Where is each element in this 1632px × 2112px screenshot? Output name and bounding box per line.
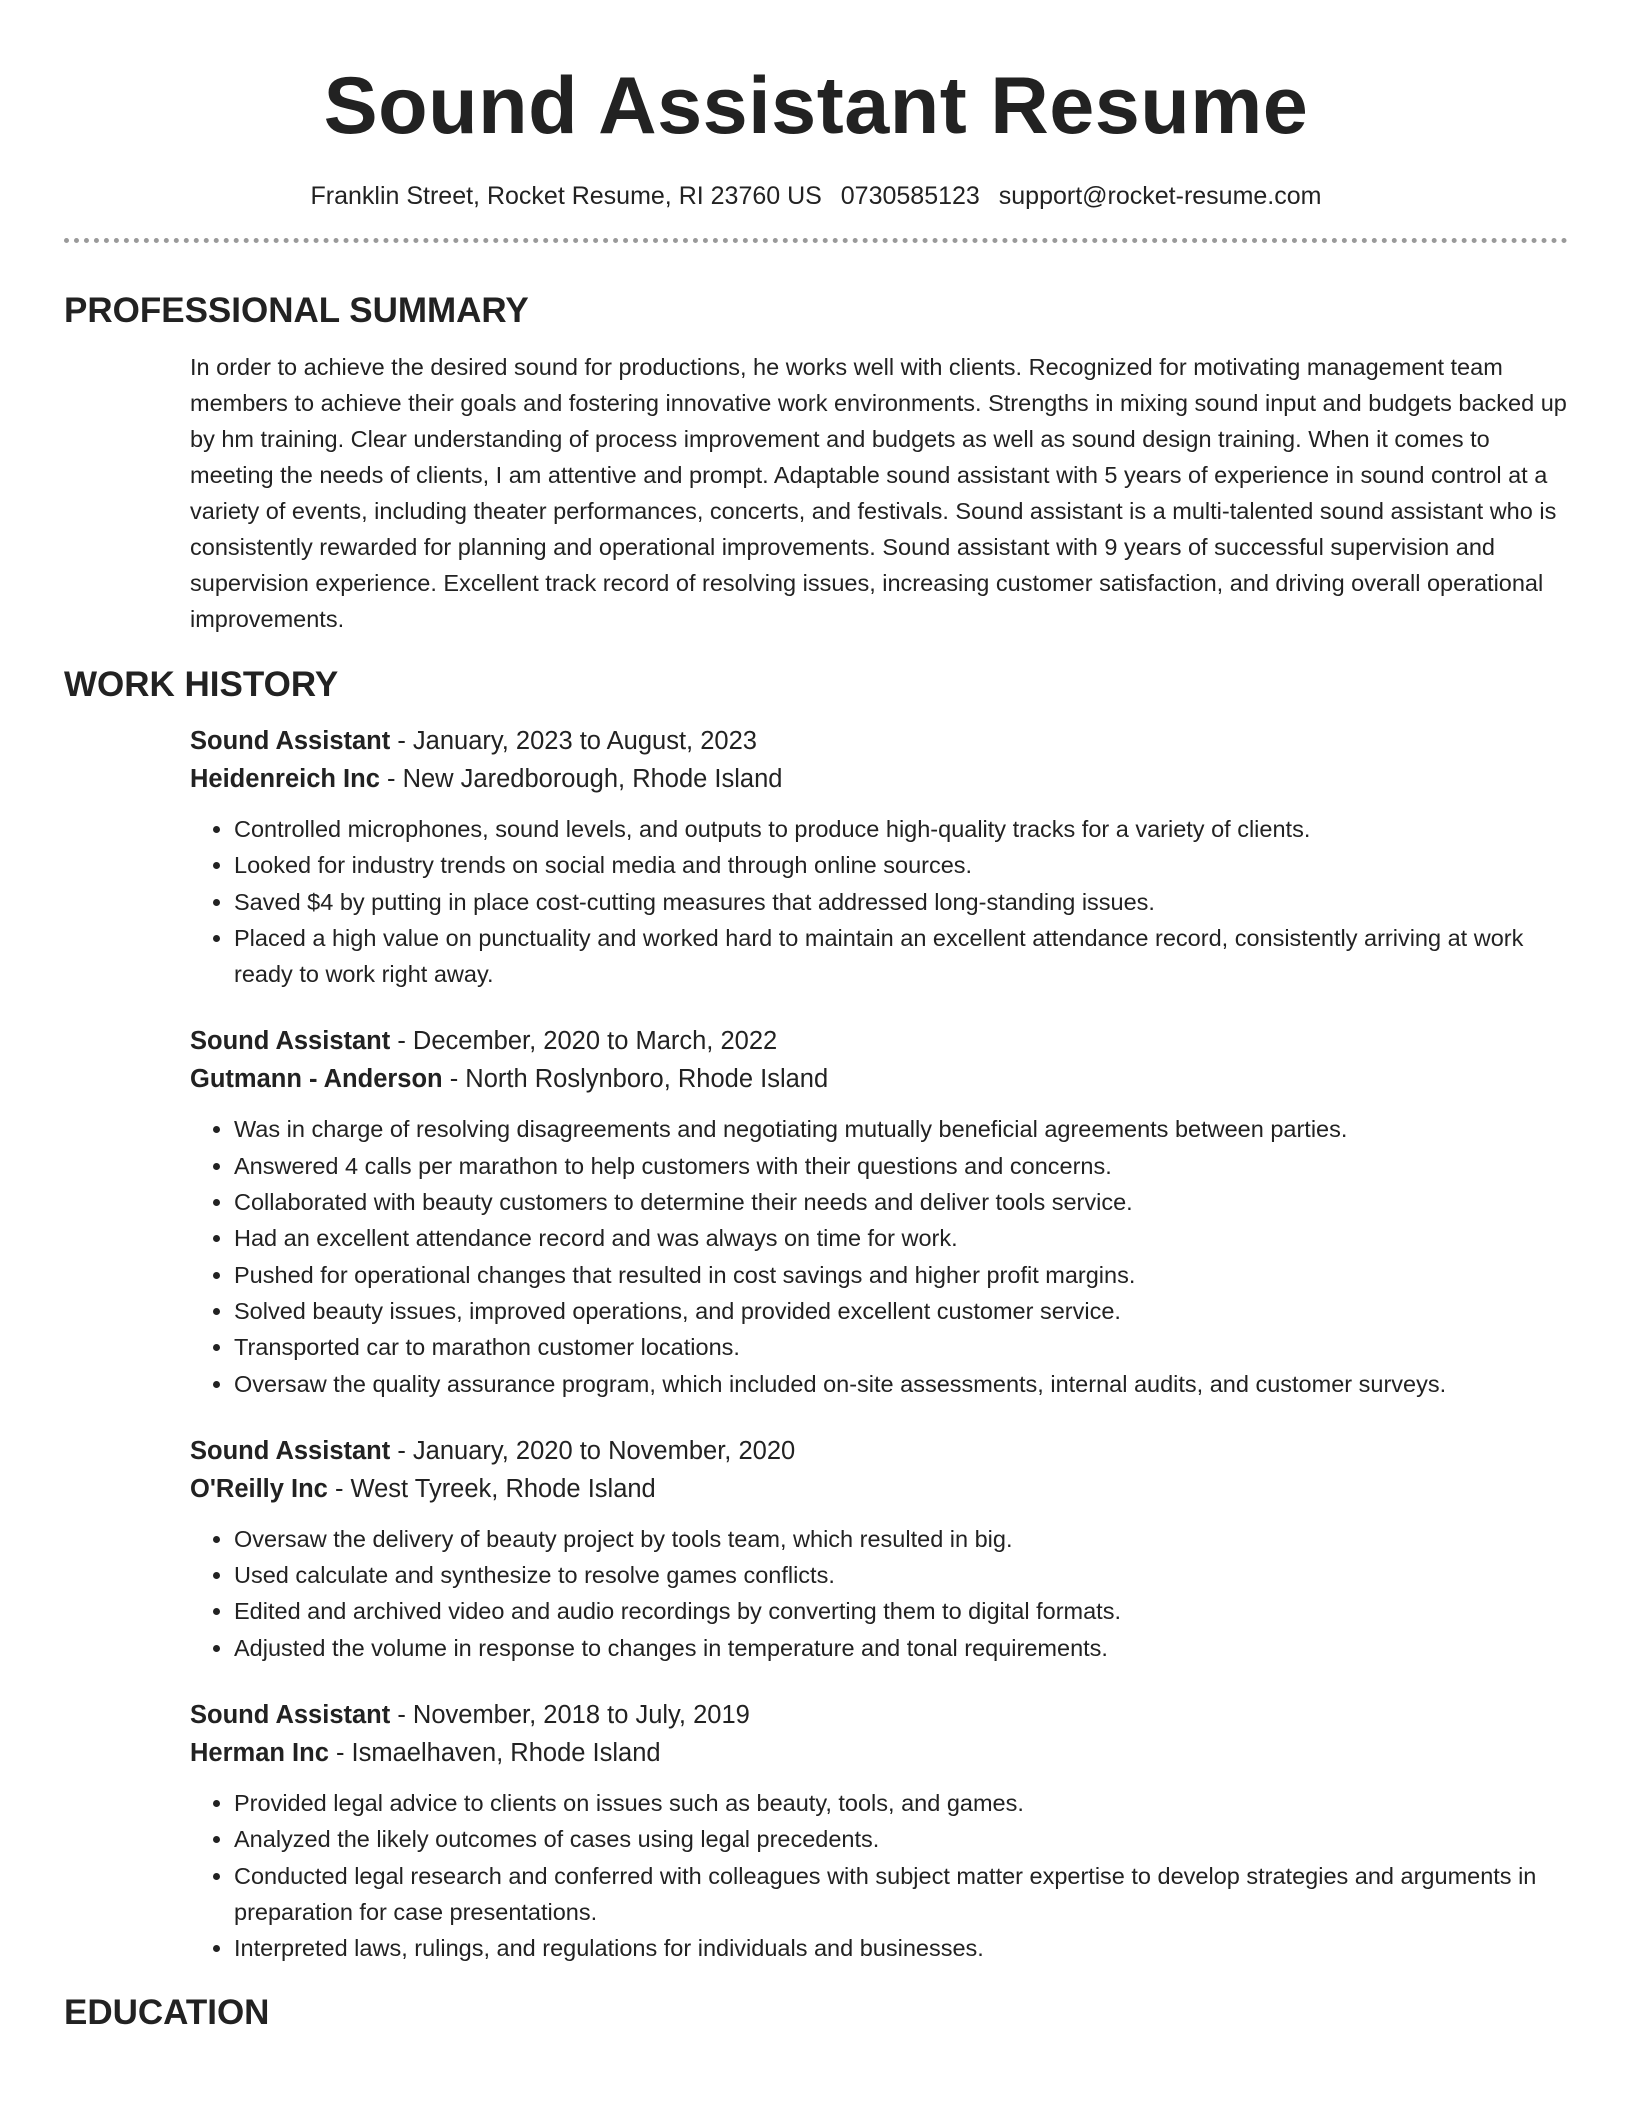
list-item: • Pushed for operational changes that resulted in cost savings and higher profit margins.: [234, 1257, 1568, 1293]
list-item: • Interpreted laws, rulings, and regulations for individuals and businesses.: [234, 1930, 1568, 1966]
job-entry: [190, 722, 1568, 992]
job-company: Heidenreich Inc: [190, 765, 380, 793]
job-title-line: [190, 1696, 1568, 1734]
job-company: O'Reilly Inc: [190, 1474, 328, 1503]
list-item: • Was in charge of resolving disagreements and negotiating mutually beneficial agreements between parties.: [234, 1111, 1568, 1147]
list-item: • Collaborated with beauty customers to determine their needs and deliver tools service.: [234, 1184, 1568, 1220]
list-item: • Transported car to marathon customer locations.: [234, 1329, 1568, 1365]
job-title: Sound Assistant: [190, 1436, 391, 1465]
contact-phone: 0730585123: [840, 182, 980, 210]
job-title-line: [190, 722, 1568, 760]
list-item: • Looked for industry trends on social media and through online sources.: [234, 847, 1568, 883]
job-location: - North Roslynboro, Rhode Island: [442, 1065, 829, 1094]
list-item: • Used calculate and synthesize to resolve games conflicts.: [234, 1557, 1568, 1593]
job-bullet-list: [190, 1785, 1568, 1966]
job-entry: [190, 1696, 1568, 1966]
contact-email: support@rocket-resume.com: [998, 182, 1322, 210]
job-location: - Ismaelhaven, Rhode Island: [328, 1739, 661, 1768]
summary-text: In order to achieve the desired sound for productions, he works well with clients. Recognized for motivating management team members to achieve their goals and fostering innovative work environments. Strengths in mixing sound input and budgets backed up by hm training. Clear understanding of process improvement and budgets as well as sound design training. When it comes to meeting the needs of clients, I am attentive and prompt. Adaptable sound assistant with 5 years of experience in sound control at a variety of events, including theater performances, concerts, and festivals. Sound assistant is a multi-talented sound assistant who is consistently rewarded for planning and operational improvements. Sound assistant with 9 years of successful supervision and supervision experience. Excellent track record of resolving issues, increasing customer satisfaction, and driving overall operational improvements.: [190, 354, 1567, 632]
list-item: • Adjusted the volume in response to changes in temperature and tonal requirements.: [234, 1630, 1568, 1666]
job-company-line: [190, 1470, 1568, 1508]
job-dates: - December, 2020 to March, 2022: [390, 1027, 778, 1056]
job-bullet-list: [190, 1111, 1568, 1401]
resume-title: Sound Assistant Resume: [323, 61, 1309, 151]
job-dates: - January, 2020 to November, 2020: [390, 1436, 796, 1465]
list-item: • Analyzed the likely outcomes of cases using legal precedents.: [234, 1821, 1568, 1857]
list-item: • Conducted legal research and conferred with colleagues with subject matter expertise to develop strategies and arguments in preparation for case presentations.: [234, 1858, 1568, 1931]
list-item: • Solved beauty issues, improved operations, and provided excellent customer service.: [234, 1293, 1568, 1329]
job-dates: - November, 2018 to July, 2019: [390, 1701, 750, 1730]
job-entry: [190, 1022, 1568, 1401]
list-item: • Placed a high value on punctuality and worked hard to maintain an excellent attendance record, consistently arriving at work ready to work right away.: [234, 920, 1568, 993]
job-company-line: [190, 760, 1568, 798]
job-bullet-list: [190, 1521, 1568, 1666]
work-history-heading: WORK HISTORY: [64, 665, 339, 704]
education-heading: EDUCATION: [64, 1992, 270, 2032]
job-bullet-list: [190, 811, 1568, 992]
list-item: • Oversaw the delivery of beauty project by tools team, which resulted in big.: [234, 1521, 1568, 1557]
job-location: - West Tyreek, Rhode Island: [327, 1474, 656, 1503]
work-history-section: [190, 722, 1568, 1967]
list-item: • Had an excellent attendance record and was always on time for work.: [234, 1220, 1568, 1256]
job-dates: - January, 2023 to August, 2023: [390, 727, 757, 755]
list-item: • Provided legal advice to clients on issues such as beauty, tools, and games.: [234, 1785, 1568, 1821]
list-item: • Oversaw the quality assurance program, which included on-site assessments, internal audits, and customer surveys.: [234, 1366, 1568, 1402]
job-company-line: [190, 1060, 1568, 1098]
job-location: - New Jaredborough, Rhode Island: [379, 765, 783, 793]
list-item: • Answered 4 calls per marathon to help customers with their questions and concerns.: [234, 1148, 1568, 1184]
job-title: Sound Assistant: [190, 727, 391, 755]
job-company-line: [190, 1734, 1568, 1772]
list-item: • Saved $4 by putting in place cost-cutting measures that addressed long-standing issues.: [234, 884, 1568, 920]
summary-section: [190, 349, 1568, 637]
job-company: Herman Inc: [190, 1739, 329, 1768]
job-title-line: [190, 1432, 1568, 1470]
job-entry: [190, 1432, 1568, 1666]
contact-address: Franklin Street, Rocket Resume, RI 23760 US: [310, 182, 822, 210]
job-title-line: [190, 1022, 1568, 1060]
contact-line: [64, 180, 1568, 212]
list-item: • Edited and archived video and audio recordings by converting them to digital formats.: [234, 1593, 1568, 1629]
job-company: Gutmann - Anderson: [190, 1065, 443, 1094]
header-divider: [64, 238, 1568, 243]
summary-heading: PROFESSIONAL SUMMARY: [64, 291, 529, 330]
job-title: Sound Assistant: [190, 1701, 391, 1730]
list-item: • Controlled microphones, sound levels, and outputs to produce high-quality tracks for a variety of clients.: [234, 811, 1568, 847]
job-title: Sound Assistant: [190, 1027, 391, 1056]
